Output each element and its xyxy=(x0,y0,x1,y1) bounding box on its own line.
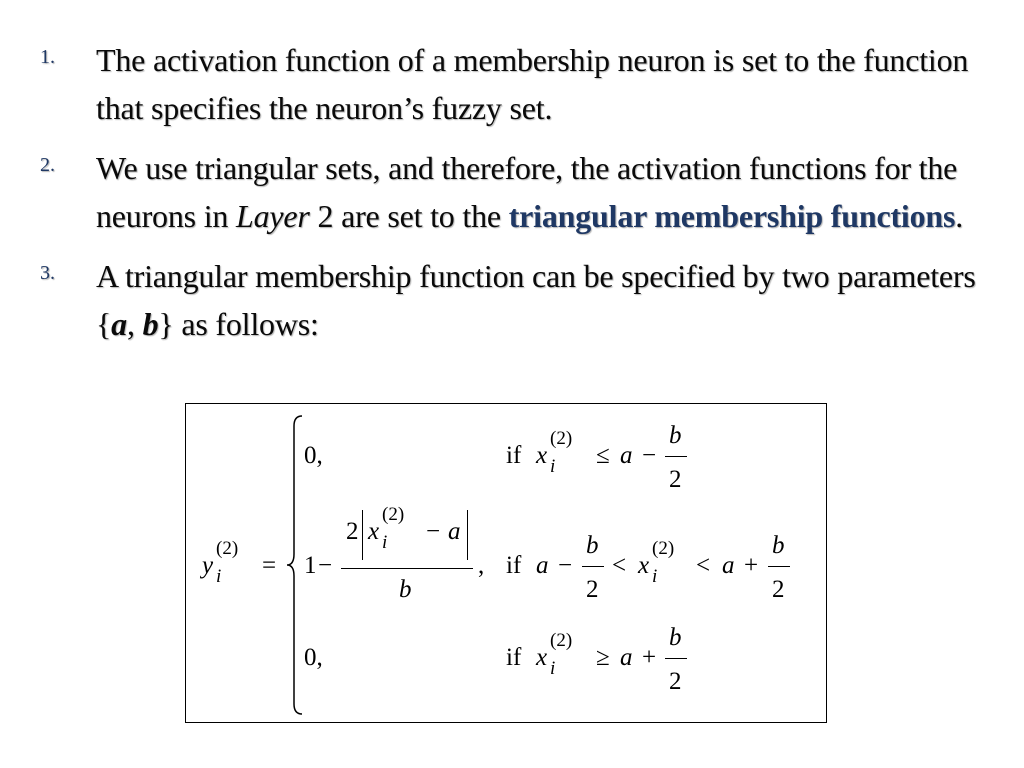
highlighted-term: triangular membership functions xyxy=(508,198,956,234)
text-segment: . xyxy=(955,198,964,234)
case1-if: if xyxy=(506,442,522,469)
case2-frac2-line xyxy=(768,566,790,567)
equals-sign: = xyxy=(262,552,277,579)
case3-frac-line xyxy=(665,658,687,659)
case2-plus: + xyxy=(744,552,759,579)
case3-plus: + xyxy=(642,644,657,671)
case3-frac-den: 2 xyxy=(669,668,682,695)
text-segment: } as follows: xyxy=(158,306,319,342)
case1-frac-line xyxy=(665,456,687,457)
case3-x-sub: i xyxy=(550,658,556,679)
case3-if: if xyxy=(506,644,522,671)
case2-x-sub: i xyxy=(652,566,658,587)
case1-minus: − xyxy=(642,442,657,469)
case3-x-sup: (2) xyxy=(550,630,573,651)
text-segment: , xyxy=(126,306,143,342)
text-segment: A triangular membership function can be specified by two parameters { xyxy=(96,258,976,342)
case3-geq: ≥ xyxy=(596,644,610,671)
case2-frac1-den: 2 xyxy=(586,576,599,603)
lhs-subscript: i xyxy=(216,566,222,587)
list-item-1 xyxy=(40,36,1000,132)
case2-x: x xyxy=(638,552,650,579)
case2-num-a: a xyxy=(448,518,461,545)
case2-minus2: − xyxy=(558,552,573,579)
case3-a: a xyxy=(620,644,633,671)
case3-x: x xyxy=(536,644,548,671)
case1-frac-num: b xyxy=(669,422,682,449)
case2-frac-line xyxy=(341,568,473,569)
case2-num-x-sup: (2) xyxy=(382,504,405,525)
case2-frac2-den: 2 xyxy=(772,576,785,603)
left-brace-icon xyxy=(284,414,306,716)
case1-x-sup: (2) xyxy=(550,428,573,449)
case2-minus: − xyxy=(318,552,333,579)
case1-frac-den: 2 xyxy=(669,466,682,493)
item-number: 2. xyxy=(40,154,55,176)
case2-lt1: < xyxy=(612,552,627,579)
item-text xyxy=(96,252,1000,348)
case1-a: a xyxy=(620,442,633,469)
list-item-3 xyxy=(40,252,1000,348)
case2-x-sup: (2) xyxy=(652,538,675,559)
formula-box xyxy=(185,403,827,723)
case2-frac2-num: b xyxy=(772,532,785,559)
case2-comma: , xyxy=(478,552,485,579)
text-segment: We use triangular sets, and therefore, the activation functions for the neurons in xyxy=(96,150,958,234)
abs-bar-right xyxy=(467,510,468,560)
case1-x-sub: i xyxy=(550,456,556,477)
lhs-var: y xyxy=(202,552,214,579)
case2-lt2: < xyxy=(696,552,711,579)
case2-one: 1 xyxy=(304,552,317,579)
param-b: b xyxy=(142,306,159,342)
param-a: a xyxy=(111,306,127,342)
case2-frac1-line xyxy=(582,566,604,567)
case2-num-x: x xyxy=(368,518,380,545)
case2-a1: a xyxy=(536,552,549,579)
case2-frac-den: b xyxy=(399,576,412,603)
italic-term: Layer xyxy=(236,198,310,234)
case1-x: x xyxy=(536,442,548,469)
case1-value: 0, xyxy=(304,442,323,469)
case2-num-x-sub: i xyxy=(382,532,388,553)
list-item-2 xyxy=(40,144,1000,240)
case1-leq: ≤ xyxy=(596,442,610,469)
item-text xyxy=(96,144,1000,240)
text-segment: 2 are set to the xyxy=(309,198,509,234)
case2-if: if xyxy=(506,552,522,579)
case2-a2: a xyxy=(722,552,735,579)
lhs-superscript: (2) xyxy=(216,538,239,559)
case3-frac-num: b xyxy=(669,624,682,651)
item-text: The activation function of a membership neuron is set to the function that specifies the neuron’s fuzzy set. xyxy=(96,42,969,126)
abs-bar-left xyxy=(362,510,363,560)
bullet-list xyxy=(40,36,1000,360)
item-number: 1. xyxy=(40,46,55,68)
case2-num-minus: − xyxy=(426,518,441,545)
case3-value: 0, xyxy=(304,644,323,671)
case2-frac1-num: b xyxy=(586,532,599,559)
item-number: 3. xyxy=(40,262,55,284)
case2-num-two: 2 xyxy=(346,518,359,545)
